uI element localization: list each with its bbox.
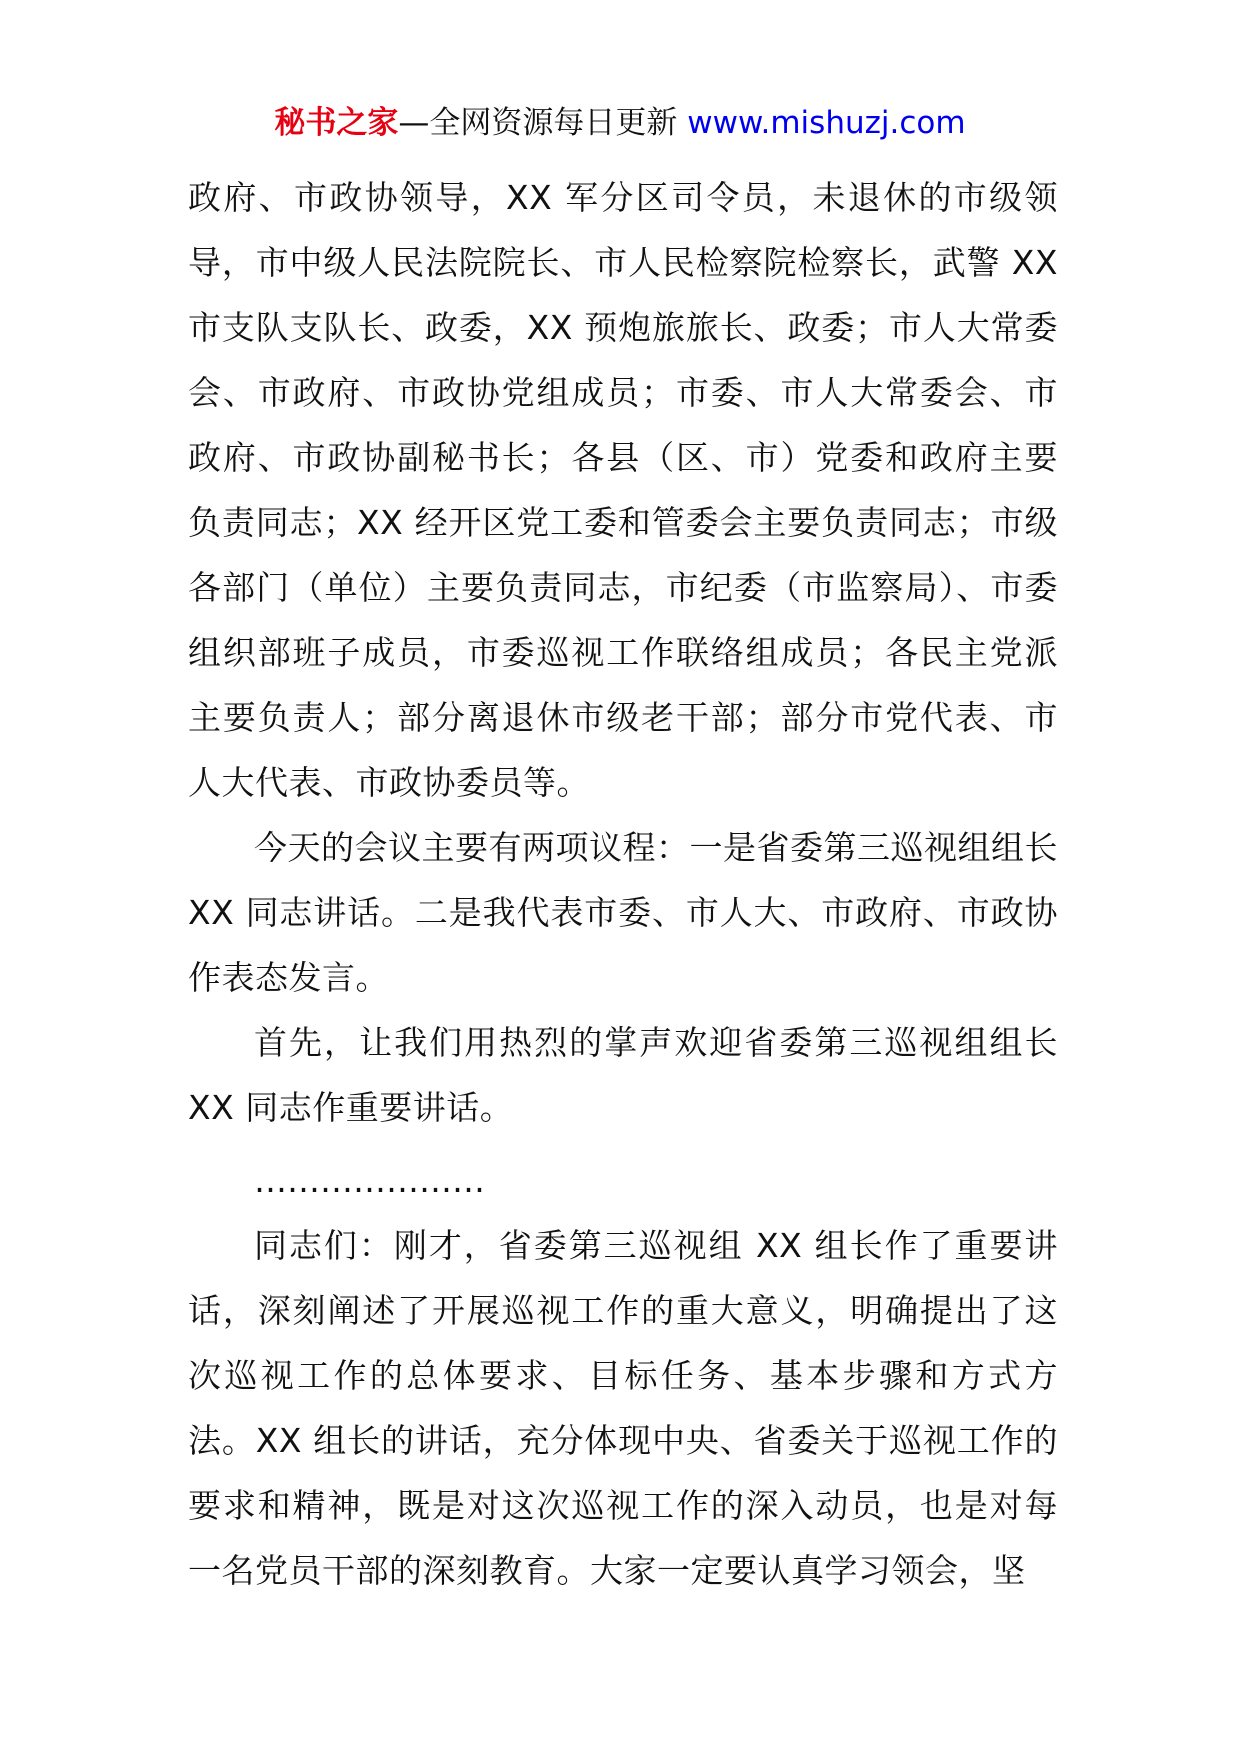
paragraph-ellipsis: …………………: [254, 1161, 485, 1200]
site-tagline: —全网资源每日更新: [398, 105, 688, 141]
paragraph-agenda: 今天的会议主要有两项议程：一是省委第三巡视组组长 XX 同志讲话。二是我代表市委、市人大、市政府、市政协作表态发言。: [188, 828, 1058, 997]
site-brand: 秘书之家: [274, 105, 399, 141]
paragraph-closing-remarks: 同志们：刚才，省委第三巡视组 XX 组长作了重要讲话，深刻阐述了开展巡视工作的重大意义，明确提出了这次巡视工作的总体要求、目标任务、基本步骤和方式方法。XX 组长的讲话，充分体现中央、省委关于巡视工作的要求和精神，既是对这次巡视工作的深入动员，也是对每一名党员干部的深刻教育。大家一定要认真学习领会，坚: [188, 1226, 1058, 1590]
site-url[interactable]: www.mishuzj.com: [687, 105, 966, 141]
paragraph-attendees: 政府、市政协领导，XX 军分区司令员，未退休的市级领导，市中级人民法院院长、市人民检察院检察长，武警 XX 市支队支队长、政委，XX 预炮旅旅长、政委；市人大常委会、市政府、市政协党组成员；市委、市人大常委会、市政府、市政协副秘书长；各县（区、市）党委和政府主要负责同志；XX 经开区党工委和管委会主要负责同志；市级各部门（单位）主要负责同志，市纪委（市监察局）、市委组织部班子成员，市委巡视工作联络组成员；各民主党派主要负责人；部分离退休市级老干部；部分市党代表、市人大代表、市政协委员等。: [188, 178, 1058, 802]
paragraph-welcome: 首先，让我们用热烈的掌声欢迎省委第三巡视组组长 XX 同志作重要讲话。: [188, 1023, 1058, 1127]
site-header: [0, 100, 1240, 146]
document-body: [188, 165, 1058, 1603]
